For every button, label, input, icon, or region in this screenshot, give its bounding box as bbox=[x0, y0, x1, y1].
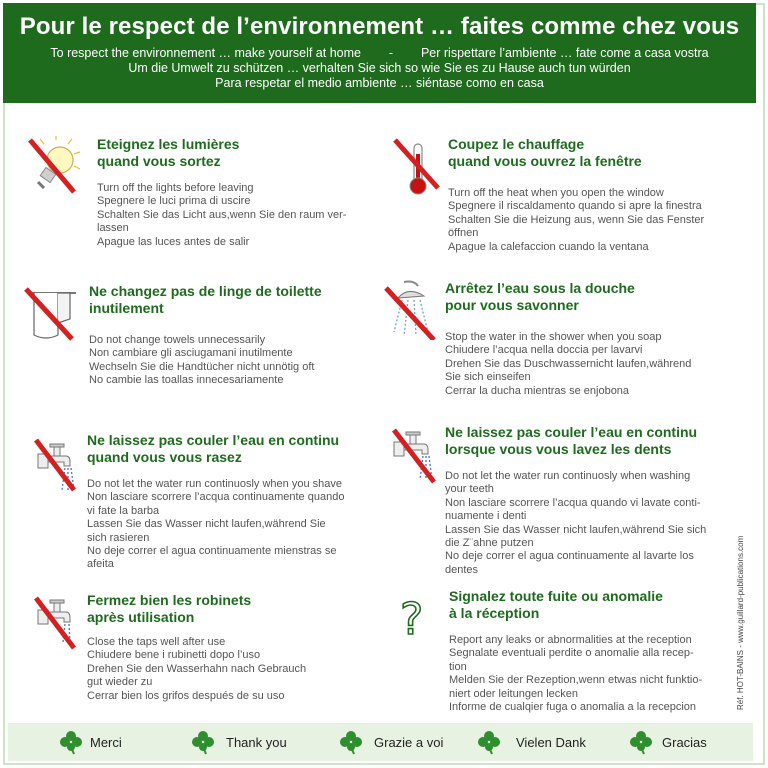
faucet-icon bbox=[30, 592, 86, 652]
header-banner bbox=[3, 3, 756, 103]
tip-heading: Fermez bien les robinets après utilisation bbox=[87, 592, 252, 625]
thermometer-icon bbox=[392, 136, 448, 196]
subtitle-separator: - bbox=[388, 46, 394, 60]
thanks-footer bbox=[8, 723, 753, 761]
clover-icon bbox=[58, 729, 84, 755]
page-title: Pour le respect de l’environnement … faites comme chez vous bbox=[19, 13, 740, 40]
thanks-item: Gracias bbox=[628, 729, 707, 755]
faucet-icon bbox=[30, 432, 86, 492]
tip-translations: Turn off the heat when you open the window Spegnere il riscaldamento quando si apre la finestra Schalten Sie die Heizung aus, wenn Sie das Fenster öffnen Apague la calefaccion cuando la ventana bbox=[448, 187, 705, 253]
tip-heading: Signalez toute fuite ou anomalie à la réception bbox=[449, 588, 663, 621]
clover-icon bbox=[628, 729, 654, 755]
tip-heading: Ne laissez pas couler l’eau en continu quand vous vous rasez bbox=[87, 432, 340, 465]
tip-translations: Stop the water in the shower when you soap Chiudere l’acqua nella doccia per lavarvi Drehen Sie das Duschwassernicht laufen,während Sie sich einseifen Cerrar la ducha mientras se enjobona bbox=[445, 331, 692, 397]
tip-translations: Do not change towels unnecessarily Non cambiare gli asciugamani inutilmente Wechseln Sie die Handtücher nicht unnötig oft No cambie las toallas innecesariamente bbox=[89, 334, 315, 387]
light-bulb-icon bbox=[28, 136, 84, 196]
thanks-item: Grazie a voi bbox=[338, 729, 443, 755]
subtitle-it: Per rispettare l’ambiente … fate come a casa vostra bbox=[420, 46, 709, 60]
clover-icon bbox=[338, 729, 364, 755]
thanks-item: Merci bbox=[58, 729, 122, 755]
thanks-item: Thank you bbox=[190, 729, 287, 755]
towel-icon bbox=[24, 283, 80, 343]
tip-translations: Do not let the water run continuosly when you shave Non lasciare scorrere l’acqua continuamente quando vi fate la barba Lassen Sie das Wasser nicht laufen,während Sie sich rasieren No deje correr el agua continuamente mienstras se afeita bbox=[87, 478, 345, 571]
tip-translations: Do not let the water run continuosly when washing your teeth Non lasciare scorrere l’acqua quando vi lavate conti- nuamente i denti Lassen Sie das Wasser nicht laufen,während Sie sich die Z¨ahne putzen No deje correr el agua continuamente al lavarte los dentes bbox=[445, 470, 707, 576]
tip-heading: Ne laissez pas couler l’eau en continu lorsque vous vous lavez les dents bbox=[445, 424, 698, 457]
subtitle-en-it bbox=[3, 46, 756, 61]
subtitle-es: Para respetar el medio ambiente … siéntase como en casa bbox=[215, 76, 544, 90]
thanks-item: Vielen Dank bbox=[476, 729, 586, 755]
shower-icon bbox=[384, 280, 440, 340]
tip-heading: Ne changez pas de linge de toilette inutilement bbox=[89, 283, 322, 316]
tip-translations: Report any leaks or abnormalities at the reception Segnalate eventuali perdite o anomalie alla recep- tion Melden Sie der Rezeption,wenn etwas nicht funktio- niert oder leitungen lecken Informe de cualqier fuga o anomalia a la recepcion bbox=[449, 634, 703, 714]
reference-note: Réf. HOT-BAINS - www.guillard-publications.com bbox=[736, 535, 745, 710]
clover-icon bbox=[476, 729, 502, 755]
subtitle-en: To respect the environnement … make yourself at home bbox=[50, 46, 361, 60]
question-mark-icon bbox=[396, 588, 452, 648]
faucet-icon bbox=[388, 424, 444, 484]
subtitle-de: Um die Umwelt zu schützen … verhalten Sie sich so wie Sie es zu Hause auch tun würden bbox=[128, 61, 631, 75]
tip-heading: Eteignez les lumières quand vous sortez bbox=[97, 136, 240, 169]
clover-icon bbox=[190, 729, 216, 755]
tip-translations: Close the taps well after use Chiudere bene i rubinetti dopo l’uso Drehen Sie den Wasserhahn nach Gebrauch gut wieder zu Cerrar bien los grifos después de su uso bbox=[87, 636, 307, 702]
tip-translations: Turn off the lights before leaving Spegnere le luci prima di uscire Schalten Sie das Licht aus,wenn Sie den raum ver- lassen Apague las luces antes de salir bbox=[97, 182, 347, 248]
tip-heading: Arrêtez l’eau sous la douche pour vous savonner bbox=[445, 280, 635, 313]
tip-heading: Coupez le chauffage quand vous ouvrez la fenêtre bbox=[448, 136, 642, 169]
svg-text:?: ? bbox=[400, 594, 424, 645]
